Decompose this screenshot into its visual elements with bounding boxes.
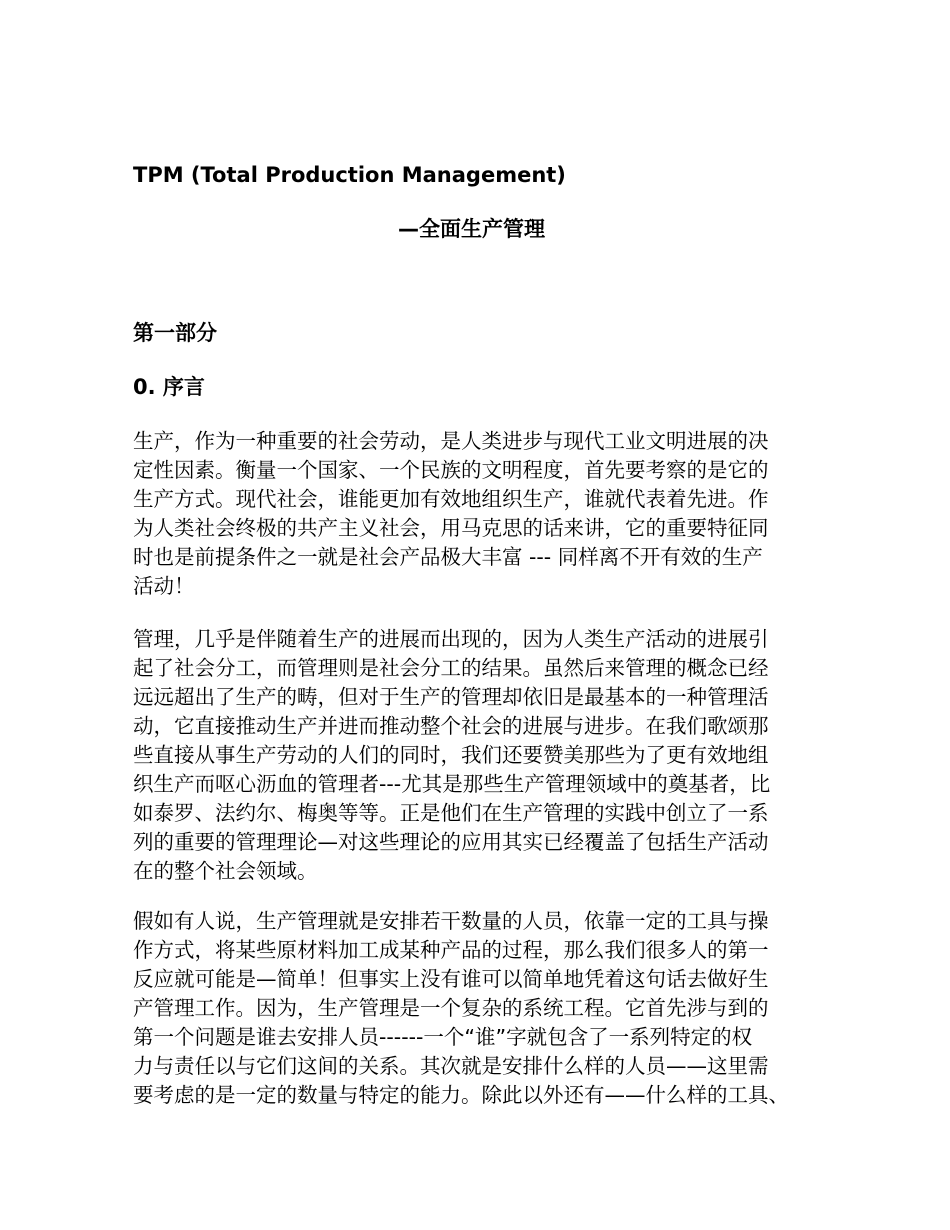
paragraph-line: 列的重要的管理理论—对这些理论的应用其实已经覆盖了包括生产活动 xyxy=(133,830,769,854)
paragraph-line: 如泰罗、法约尔、梅奥等等。正是他们在生产管理的实践中创立了一系 xyxy=(133,801,769,825)
paragraph-line: 织生产而呕心沥血的管理者---尤其是那些生产管理领域中的奠基者，比 xyxy=(133,772,771,796)
paragraph-line: 假如有人说，生产管理就是安排若干数量的人员，依靠一定的工具与操 xyxy=(133,909,769,933)
paragraph-line: 第一个问题是谁去安排人员------一个“谁”字就包含了一系列特定的权 xyxy=(133,1025,753,1049)
paragraph-line: 远远超出了生产的畴，但对于生产的管理却依旧是最基本的一种管理活 xyxy=(133,685,769,709)
paragraph-line: 些直接从事生产劳动的人们的同时，我们还要赞美那些为了更有效地组 xyxy=(133,743,769,767)
paragraph-line: 活动！ xyxy=(133,574,195,598)
document-title: TPM (Total Production Management) xyxy=(133,163,566,187)
document-subtitle: —全面生产管理 xyxy=(398,217,545,241)
paragraph-line: 产管理工作。因为，生产管理是一个复杂的系统工程。它首先涉与到的 xyxy=(133,996,769,1020)
paragraph-3 xyxy=(133,907,833,1110)
paragraph-line: 反应就可能是—简单！但事实上没有谁可以简单地凭着这句话去做好生 xyxy=(133,967,769,991)
paragraph-line: 起了社会分工，而管理则是社会分工的结果。虽然后来管理的概念已经 xyxy=(133,656,769,680)
paragraph-line: 在的整个社会领域。 xyxy=(133,859,318,883)
paragraph-2 xyxy=(133,625,833,886)
paragraph-line: 生产，作为一种重要的社会劳动，是人类进步与现代工业文明进展的决 xyxy=(133,429,769,453)
paragraph-line: 定性因素。衡量一个国家、一个民族的文明程度，首先要考察的是它的 xyxy=(133,458,769,482)
section-heading: 0. 序言 xyxy=(133,375,205,399)
paragraph-line: 时也是前提条件之一就是社会产品极大丰富 --- 同样离不开有效的生产 xyxy=(133,545,763,569)
paragraph-line: 要考虑的是一定的数量与特定的能力。除此以外还有——什么样的工具、 xyxy=(133,1083,789,1107)
paragraph-line: 作方式，将某些原材料加工成某种产品的过程，那么我们很多人的第一 xyxy=(133,938,769,962)
part-heading: 第一部分 xyxy=(133,321,217,345)
paragraph-line: 动，它直接推动生产并进而推动整个社会的进展与进步。在我们歌颂那 xyxy=(133,714,769,738)
paragraph-line: 为人类社会终极的共产主义社会，用马克思的话来讲，它的重要特征同 xyxy=(133,516,769,540)
paragraph-1 xyxy=(133,427,833,601)
paragraph-line: 管理，几乎是伴随着生产的进展而出现的，因为人类生产活动的进展引 xyxy=(133,627,769,651)
paragraph-line: 力与责任以与它们这间的关系。其次就是安排什么样的人员——这里需 xyxy=(133,1054,769,1078)
paragraph-line: 生产方式。现代社会，谁能更加有效地组织生产，谁就代表着先进。作 xyxy=(133,487,769,511)
